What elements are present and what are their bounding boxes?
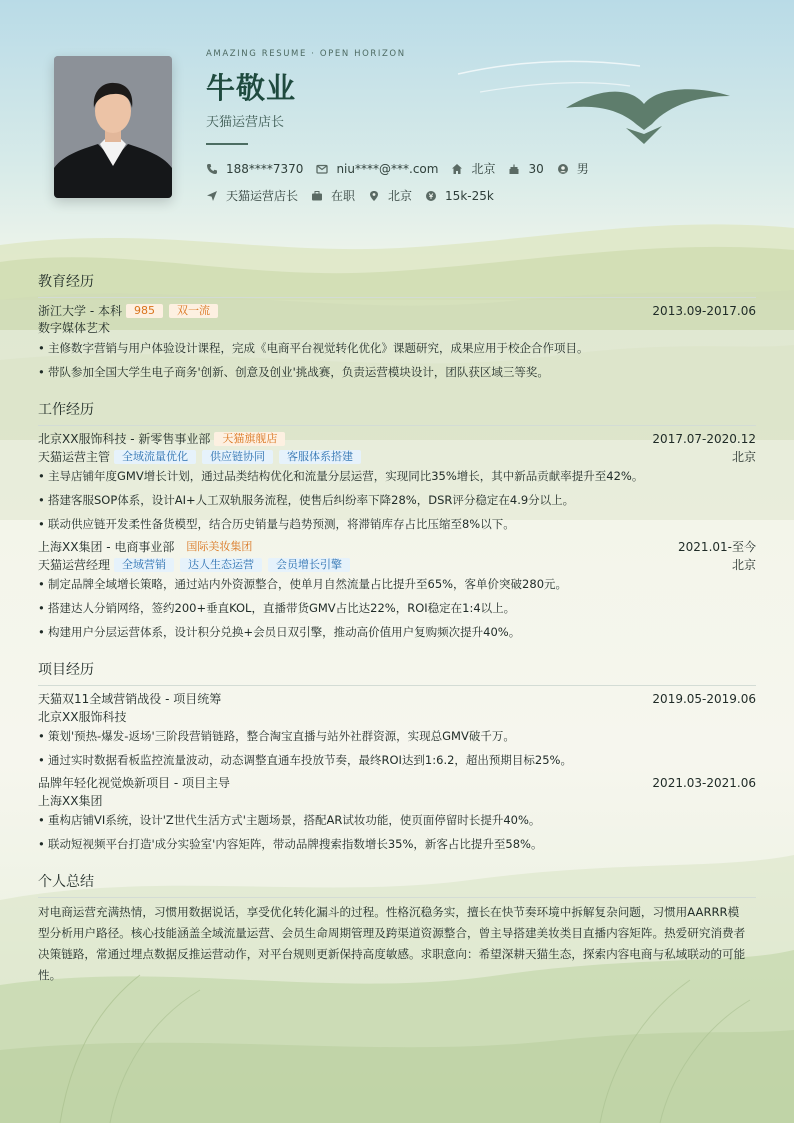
role-name: 天猫运营经理 xyxy=(38,558,111,572)
section-title: 个人总结 xyxy=(38,874,94,890)
gender-item xyxy=(557,160,589,177)
tag-badge: 达人生态运营 xyxy=(180,558,262,572)
money-icon xyxy=(425,190,437,202)
tag-badge: 客服体系搭建 xyxy=(279,450,361,464)
position-text: 天猫运营店长 xyxy=(226,189,299,203)
status-item xyxy=(311,187,355,204)
salary-text: 15k-25k xyxy=(445,188,494,203)
section-title: 教育经历 xyxy=(38,274,94,290)
location-text: 北京 xyxy=(388,189,413,203)
tag-badge: 国际美妆集团 xyxy=(186,540,253,553)
major-row xyxy=(38,320,756,336)
project-org: 上海XX集团 xyxy=(38,794,103,808)
salary-item xyxy=(425,189,494,203)
job-role-row xyxy=(38,557,756,573)
section-divider xyxy=(38,425,756,426)
list-item: • 联动短视频平台打造'成分实验室'内容矩阵，带动品牌搜索指数增长35%，新客占比提升至58%。 xyxy=(38,836,756,852)
summary-text: 对电商运营充满热情，习惯用数据说话，享受优化转化漏斗的过程。性格沉稳务实，擅长在快节奏环境中拆解复杂问题，习惯用AARRR模型分析用户路径。核心技能涵盖全域流量运营、会员生命周期管理及跨渠道资源整合，曾主导搭建美妆类目直播内容矩阵。热爱研究消费者决策链路，常通过埋点数据反推运营动作，对平台规则更新保持高度敏感。求职意向：希望深耕天猫生态，探索内容电商与私域联动的可能性。 xyxy=(38,905,746,982)
tag-badge: 985 xyxy=(126,304,163,318)
age-item xyxy=(508,162,543,176)
list-item: • 主导店铺年度GMV增长计划，通过品类结构优化和流量分层运营，实现同比35%增长，其中新品贡献率提升至42%。 xyxy=(38,468,756,484)
gender-text: 男 xyxy=(576,162,589,176)
tag-badge: 天猫旗舰店 xyxy=(214,432,285,446)
list-item: • 搭建达人分销网络，签约200+垂直KOL，直播带货GMV占比达22%，ROI稳定在1:4以上。 xyxy=(38,600,756,616)
list-item: • 制定品牌全域增长策略，通过站内外资源整合，使单月自然流量占比提升至65%，客单价突破280元。 xyxy=(38,576,756,592)
list-item: • 主修数字营销与用户体验设计课程，完成《电商平台视觉转化优化》课题研究，成果应用于校企合作项目。 xyxy=(38,340,756,356)
school-name: 浙江大学 - 本科 xyxy=(38,304,122,318)
project-row xyxy=(38,775,756,791)
section-divider xyxy=(38,685,756,686)
tag-badge: 双一流 xyxy=(169,304,218,318)
briefcase-icon xyxy=(311,190,323,202)
location-pin-icon xyxy=(368,190,380,202)
projects-section-header xyxy=(38,661,756,686)
location-item xyxy=(368,187,412,204)
section-title: 项目经历 xyxy=(38,662,94,678)
job-role-row xyxy=(38,449,756,465)
phone-icon xyxy=(206,163,218,175)
tag-badge: 供应链协同 xyxy=(202,450,273,464)
date-range: 2019.05-2019.06 xyxy=(652,692,756,706)
list-item: • 通过实时数据看板监控流量波动，动态调整直通车投放节奏，最终ROI达到1:6.2，超出预期目标25%。 xyxy=(38,752,756,768)
tag-badge: 全域营销 xyxy=(114,558,174,572)
list-item: • 重构店铺VI系统，设计'Z世代生活方式'主题场景，搭配AR试妆功能，使页面停留时长提升40%。 xyxy=(38,812,756,828)
send-icon xyxy=(206,190,218,202)
contact-row xyxy=(206,160,602,177)
email-item xyxy=(316,162,438,176)
work-section-header xyxy=(38,401,756,426)
project-org-row xyxy=(38,709,756,725)
intention-row xyxy=(206,187,507,204)
phone-item xyxy=(206,162,303,176)
status-text: 在职 xyxy=(331,189,356,203)
job-company-row xyxy=(38,539,756,555)
major-text: 数字媒体艺术 xyxy=(38,321,111,335)
date-range: 2017.07-2020.12 xyxy=(652,432,756,446)
list-item: • 联动供应链开发柔性备货模型，结合历史销量与趋势预测，将滞销库存占比压缩至8%以下。 xyxy=(38,516,756,532)
job-title: 天猫运营店长 xyxy=(206,115,285,130)
list-item: • 搭建客服SOP体系，设计AI+人工双轨服务流程，使售后纠纷率下降28%，DSR评分稳定在4.9分以上。 xyxy=(38,492,756,508)
date-range: 2021.03-2021.06 xyxy=(652,776,756,790)
job-company-row xyxy=(38,431,756,447)
home-icon xyxy=(451,163,463,175)
summary-section-header xyxy=(38,873,756,898)
company-name: 上海XX集团 - 电商事业部 xyxy=(38,540,175,554)
list-item: • 构建用户分层运营体系，设计积分兑换+会员日双引擎，推动高价值用户复购频次提升40%。 xyxy=(38,624,756,640)
city-item xyxy=(451,160,495,177)
phone-text: 188****7370 xyxy=(226,161,304,176)
tag-badge: 全域流量优化 xyxy=(114,450,196,464)
section-divider xyxy=(38,897,756,898)
section-title: 工作经历 xyxy=(38,402,94,418)
date-range: 2021.01-至今 xyxy=(678,540,756,554)
mail-icon xyxy=(316,163,328,175)
company-name: 北京XX服饰科技 - 新零售事业部 xyxy=(38,432,211,446)
tagline: AMAZING RESUME · OPEN HORIZON xyxy=(206,49,406,59)
position-item xyxy=(206,187,298,204)
job-city: 北京 xyxy=(731,558,756,572)
section-divider xyxy=(38,297,756,298)
education-section-header xyxy=(38,273,756,298)
list-item: • 策划'预热-爆发-返场'三阶段营销链路，整合淘宝直播与站外社群资源，实现总GMV破千万。 xyxy=(38,728,756,744)
title-divider xyxy=(206,143,248,145)
cake-icon xyxy=(508,163,520,175)
project-org-row xyxy=(38,793,756,809)
city-text: 北京 xyxy=(471,162,496,176)
tag-badge: 会员增长引擎 xyxy=(268,558,350,572)
job-city: 北京 xyxy=(731,450,756,464)
avatar xyxy=(54,56,172,198)
date-range: 2013.09-2017.06 xyxy=(652,304,756,318)
list-item: • 带队参加全国大学生电子商务'创新、创意及创业'挑战赛，负责运营模块设计，团队获区域三等奖。 xyxy=(38,364,756,380)
email-text: niu****@***.com xyxy=(336,161,439,176)
project-org: 北京XX服饰科技 xyxy=(38,710,127,724)
role-name: 天猫运营主管 xyxy=(38,450,111,464)
project-name: 品牌年轻化视觉焕新项目 - 项目主导 xyxy=(38,776,230,790)
project-name: 天猫双11全域营销战役 - 项目统筹 xyxy=(38,692,222,706)
age-text: 30 xyxy=(528,161,544,176)
education-row xyxy=(38,303,756,319)
project-row xyxy=(38,691,756,707)
person-icon xyxy=(557,163,569,175)
candidate-name: 牛敬业 xyxy=(206,71,297,105)
